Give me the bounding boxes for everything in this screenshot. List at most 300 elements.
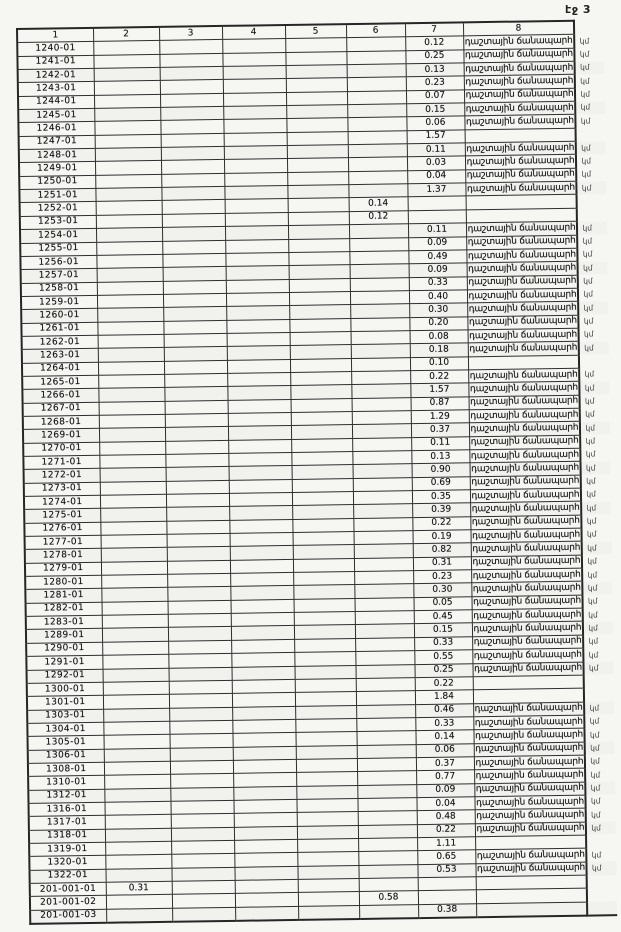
empty-cell <box>95 187 161 201</box>
parcel-code: 1247-01 <box>19 135 95 149</box>
unit-mark: կմ <box>579 62 590 73</box>
land-use-label: դաշտային ճանապարհ <box>472 608 584 623</box>
empty-cell <box>226 279 289 293</box>
empty-cell <box>297 825 358 839</box>
parcel-code: 1305-01 <box>28 735 104 749</box>
unit-mark <box>576 128 606 142</box>
empty-cell <box>97 281 163 295</box>
empty-cell <box>235 893 298 907</box>
land-use-label: դաշտային ճանապարհ <box>465 155 577 170</box>
parcel-area-value: 0.12 <box>349 211 408 225</box>
empty-cell <box>101 534 167 548</box>
parcel-code: 1268-01 <box>23 415 99 429</box>
empty-cell <box>164 387 227 401</box>
empty-cell <box>353 464 412 478</box>
unit-mark: կմ <box>582 249 593 259</box>
land-use-label: դաշտային ճանապարհ <box>475 848 587 863</box>
parcel-area-value: 0.10 <box>410 356 468 370</box>
empty-cell <box>229 519 292 533</box>
parcel-area-value: 0.13 <box>406 63 464 77</box>
empty-cell <box>95 174 161 188</box>
empty-cell <box>99 401 165 415</box>
empty-cell <box>355 664 414 678</box>
empty-cell <box>289 291 350 305</box>
empty-cell <box>228 439 291 453</box>
parcel-code: 1248-01 <box>19 148 95 162</box>
parcel-area-value: 0.65 <box>417 850 475 864</box>
empty-cell <box>354 597 413 611</box>
unit-mark <box>584 675 614 689</box>
empty-cell <box>232 733 295 747</box>
empty-cell <box>103 708 169 722</box>
empty-cell <box>229 506 292 520</box>
empty-cell <box>290 331 351 345</box>
parcel-area-value: 0.33 <box>414 637 472 651</box>
parcel-area-value: 0.15 <box>414 623 472 637</box>
unit-mark: կմ <box>585 423 595 433</box>
empty-cell <box>354 584 413 598</box>
empty-cell <box>347 104 406 118</box>
unit-mark: կմ <box>583 303 594 313</box>
parcel-area-value: 0.09 <box>408 236 466 250</box>
land-use-label: դաշտային ճանապարհ <box>475 822 587 837</box>
empty-cell <box>232 666 295 680</box>
land-use-label: դաշտային ճանապարհ <box>470 488 582 503</box>
empty-cell <box>162 240 225 254</box>
empty-cell <box>231 639 294 653</box>
empty-cell <box>163 307 226 321</box>
empty-cell <box>171 854 234 868</box>
empty-cell <box>234 826 297 840</box>
land-use-label: դաշտային ճանապարհ <box>463 48 575 63</box>
empty-cell <box>225 212 288 226</box>
table-body <box>17 34 617 924</box>
empty-cell <box>99 454 165 468</box>
parcel-code: 1242-01 <box>18 68 94 82</box>
land-use-label: դաշտային ճանապարհ <box>469 421 581 436</box>
empty-cell <box>348 144 407 158</box>
empty-cell <box>295 678 356 692</box>
land-use-label: դաշտային ճանապարհ <box>467 275 579 290</box>
parcel-area-value: 0.30 <box>413 583 471 597</box>
empty-cell <box>165 400 228 414</box>
empty-cell <box>355 637 414 651</box>
unit-mark <box>577 194 607 208</box>
empty-cell <box>229 466 292 480</box>
land-use-label: դաշտային ճանապարհ <box>475 862 587 877</box>
empty-cell <box>160 80 223 94</box>
empty-cell <box>171 814 234 828</box>
empty-cell <box>170 760 233 774</box>
empty-cell <box>408 210 466 224</box>
empty-cell <box>104 788 170 802</box>
empty-cell <box>298 905 359 920</box>
empty-cell <box>289 278 350 292</box>
land-use-label: դաշտային ճանապարհ <box>470 515 582 530</box>
empty-cell <box>295 718 356 732</box>
empty-cell <box>165 413 228 427</box>
land-use-label: դաշտային ճանապարհ <box>467 315 579 330</box>
unit-mark: կմ <box>579 36 590 46</box>
empty-cell <box>298 892 359 906</box>
unit-mark: կմ <box>589 730 600 740</box>
unit-mark: կմ <box>582 223 593 233</box>
empty-cell <box>352 424 411 438</box>
empty-cell <box>97 268 163 282</box>
unit-mark: կմ <box>586 503 597 513</box>
parcel-code: 1283-01 <box>26 615 102 629</box>
parcel-area-value: 0.37 <box>416 757 474 771</box>
empty-cell <box>350 291 409 305</box>
empty-cell <box>347 117 406 131</box>
empty-cell <box>356 678 415 692</box>
parcel-area-value: 0.87 <box>411 396 469 410</box>
empty-cell <box>349 224 408 238</box>
empty-cell <box>295 692 356 706</box>
land-use-label: դաշտային ճանապարհ <box>464 75 576 90</box>
empty-cell <box>163 267 226 281</box>
empty-cell <box>104 735 170 749</box>
empty-cell <box>354 571 413 585</box>
land-use-label: դաշտային ճանապարհ <box>471 542 583 557</box>
empty-cell <box>288 198 349 212</box>
empty-cell <box>227 372 290 386</box>
empty-cell <box>99 414 165 428</box>
unit-mark: կմ <box>580 116 591 126</box>
empty-cell <box>347 90 406 104</box>
parcel-area-value: 0.08 <box>410 330 468 344</box>
empty-cell <box>358 864 417 878</box>
parcel-area-value: 0.82 <box>413 543 471 557</box>
empty-cell <box>94 107 160 121</box>
empty-cell <box>352 411 411 425</box>
parcel-area-value: 1.11 <box>417 837 475 851</box>
empty-cell <box>291 398 352 412</box>
parcel-area-value: 0.39 <box>412 503 470 517</box>
land-use-label: դաշտային ճանապարհ <box>468 328 580 343</box>
empty-cell <box>353 491 412 505</box>
parcel-area-value: 0.05 <box>413 597 471 611</box>
unit-mark: կմ <box>583 316 594 326</box>
unit-mark: կմ <box>587 596 598 606</box>
empty-cell <box>163 293 226 307</box>
land-use-label: դաշտային ճանապարհ <box>472 635 584 650</box>
land-use-label: դաշտային ճանապարհ <box>468 341 580 356</box>
parcel-area-value: 0.20 <box>409 316 467 330</box>
empty-cell <box>162 227 225 241</box>
parcel-area-value: 0.40 <box>409 290 467 304</box>
unit-mark: կմ <box>589 716 600 726</box>
parcel-code: 1254-01 <box>20 228 96 242</box>
empty-cell <box>104 775 170 789</box>
empty-cell <box>164 360 227 374</box>
empty-cell <box>97 321 163 335</box>
land-use-label: դաշտային ճանապարհ <box>467 261 579 276</box>
parcel-code: 1269-01 <box>23 429 99 443</box>
empty-cell <box>172 907 235 922</box>
empty-cell <box>359 878 418 892</box>
empty-cell <box>226 319 289 333</box>
page-number: էջ 3 <box>565 3 591 16</box>
empty-cell <box>169 707 232 721</box>
empty-cell <box>287 171 348 185</box>
land-use-label: դաշտային ճանապարհ <box>464 115 576 130</box>
empty-cell <box>164 347 227 361</box>
empty-cell <box>97 294 163 308</box>
empty-cell <box>98 388 164 402</box>
column-header: 4 <box>222 25 285 40</box>
unit-mark: կմ <box>587 543 597 553</box>
empty-cell <box>161 147 224 161</box>
empty-cell <box>349 251 408 265</box>
parcel-code: 1271-01 <box>23 455 99 469</box>
empty-cell <box>98 334 164 348</box>
unit-mark: կմ <box>580 102 591 113</box>
unit-mark: կմ <box>580 76 590 86</box>
empty-cell <box>224 132 287 146</box>
empty-cell <box>223 119 286 133</box>
empty-cell <box>104 748 170 762</box>
parcel-area-value: 0.23 <box>406 76 464 90</box>
parcel-code: 1322-01 <box>29 869 105 883</box>
parcel-area-value: 1.37 <box>407 183 465 197</box>
parcel-code: 201-001-01 <box>30 882 106 896</box>
land-use-label: դաշտային ճանապարհ <box>469 448 581 463</box>
unit-mark: կմ <box>591 823 601 833</box>
parcel-area-value: 1.57 <box>407 130 465 144</box>
parcel-code: 1262-01 <box>22 335 98 349</box>
parcel-area-value: 0.25 <box>414 663 472 677</box>
empty-cell <box>296 798 357 812</box>
empty-cell <box>356 704 415 718</box>
unit-mark: կմ <box>581 143 591 153</box>
empty-cell <box>287 185 348 199</box>
parcel-code: 1244-01 <box>18 95 94 109</box>
empty-cell <box>296 785 357 799</box>
empty-cell <box>168 654 231 668</box>
empty-cell <box>163 280 226 294</box>
unit-mark: կմ <box>583 276 593 286</box>
unit-mark: կմ <box>589 703 600 713</box>
empty-cell <box>233 746 296 760</box>
land-use-label: դաշտային ճանապարհ <box>464 101 576 116</box>
empty-cell <box>223 66 286 80</box>
empty-cell <box>230 559 293 573</box>
unit-mark: կմ <box>590 743 600 753</box>
parcel-code: 1267-01 <box>23 402 99 416</box>
empty-cell <box>164 333 227 347</box>
column-header: 3 <box>159 26 222 41</box>
parcel-area-value: 0.22 <box>417 823 475 837</box>
empty-cell <box>351 344 410 358</box>
land-use-label: դաշտային ճանապարհ <box>473 702 585 717</box>
empty-cell <box>291 425 352 439</box>
empty-cell <box>285 51 346 65</box>
empty-cell <box>96 201 162 215</box>
empty-cell <box>168 614 231 628</box>
empty-cell <box>235 906 298 921</box>
parcel-area-value: 0.31 <box>413 557 471 571</box>
parcel-area-value: 0.07 <box>406 90 464 104</box>
empty-cell <box>164 373 227 387</box>
empty-cell <box>293 545 354 559</box>
unit-mark: կմ <box>588 650 599 660</box>
land-use-label: դաշտային ճանապարհ <box>472 648 584 663</box>
empty-cell <box>167 560 230 574</box>
empty-cell <box>162 200 225 214</box>
empty-cell <box>100 468 166 482</box>
parcel-code: 1270-01 <box>23 442 99 456</box>
parcel-code: 1273-01 <box>24 482 100 496</box>
empty-cell <box>350 264 409 278</box>
empty-cell <box>357 771 416 785</box>
unit-mark <box>587 888 617 902</box>
empty-cell <box>170 774 233 788</box>
empty-cell <box>96 214 162 228</box>
unit-mark: կմ <box>582 263 593 273</box>
empty-cell <box>98 374 164 388</box>
empty-cell <box>167 547 230 561</box>
unit-mark: կմ <box>583 329 594 339</box>
parcel-code: 1253-01 <box>20 215 96 229</box>
empty-cell <box>99 441 165 455</box>
empty-cell <box>100 521 166 535</box>
land-use-label: դաշտային ճանապարհ <box>465 181 577 196</box>
parcel-area-value: 0.30 <box>409 303 467 317</box>
empty-cell <box>101 561 167 575</box>
parcel-area-value: 0.90 <box>412 463 470 477</box>
empty-cell <box>350 317 409 331</box>
empty-cell <box>102 654 168 668</box>
empty-cell <box>292 478 353 492</box>
empty-cell <box>290 358 351 372</box>
parcel-code: 1278-01 <box>25 549 101 563</box>
empty-cell <box>286 118 347 132</box>
empty-cell <box>160 120 223 134</box>
land-use-label: դաշտային ճանապարհ <box>466 248 578 263</box>
empty-cell <box>93 41 159 55</box>
empty-cell <box>355 651 414 665</box>
empty-cell <box>224 172 287 186</box>
empty-cell <box>163 320 226 334</box>
parcel-code: 1251-01 <box>19 188 95 202</box>
empty-cell <box>106 895 172 909</box>
unit-mark: կմ <box>584 343 594 353</box>
parcel-code: 1281-01 <box>25 589 101 603</box>
unit-mark: կմ <box>590 783 601 793</box>
unit-mark <box>586 835 616 849</box>
empty-cell <box>289 318 350 332</box>
empty-cell <box>104 801 170 815</box>
empty-cell <box>354 531 413 545</box>
unit-mark <box>579 354 609 368</box>
parcel-area-value: 0.58 <box>359 891 418 905</box>
parcel-code: 1245-01 <box>18 108 94 122</box>
unit-mark: կմ <box>586 476 596 486</box>
empty-cell <box>296 745 357 759</box>
empty-cell <box>286 65 347 79</box>
empty-cell <box>103 694 169 708</box>
empty-cell <box>346 37 405 51</box>
parcel-code: 1301-01 <box>27 695 103 709</box>
empty-cell <box>225 226 288 240</box>
empty-cell <box>226 266 289 280</box>
empty-cell <box>103 681 169 695</box>
empty-cell <box>102 614 168 628</box>
land-use-label: դաշտային ճանապարհ <box>470 475 582 490</box>
land-use-label: դաշտային ճանապարհ <box>464 88 576 103</box>
empty-cell <box>286 105 347 119</box>
land-use-label: դաշտային ճանապարհ <box>466 235 578 250</box>
empty-cell <box>105 828 171 842</box>
empty-cell <box>353 504 412 518</box>
parcel-area-value: 0.33 <box>409 276 467 290</box>
empty-cell <box>348 184 407 198</box>
empty-cell <box>172 894 235 908</box>
empty-cell <box>93 54 159 68</box>
unit-mark: կմ <box>587 569 598 580</box>
land-use-label: դաշտային ճանապարհ <box>463 35 575 50</box>
empty-cell <box>171 867 234 881</box>
empty-cell <box>350 304 409 318</box>
land-use-label <box>476 902 588 917</box>
parcel-code: 1240-01 <box>17 42 93 56</box>
empty-cell <box>354 557 413 571</box>
parcel-code: 1282-01 <box>26 602 102 616</box>
empty-cell <box>294 625 355 639</box>
parcel-code: 1316-01 <box>29 802 105 816</box>
empty-cell <box>292 518 353 532</box>
empty-cell <box>286 91 347 105</box>
empty-cell <box>291 412 352 426</box>
unit-mark: կմ <box>585 449 596 460</box>
parcel-code: 1317-01 <box>29 816 105 830</box>
empty-cell <box>99 428 165 442</box>
empty-cell <box>230 546 293 560</box>
unit-mark: կմ <box>580 89 591 99</box>
parcel-code: 1277-01 <box>25 535 101 549</box>
parcel-code: 201-001-02 <box>30 896 106 910</box>
land-use-label: դաշտային ճանապարհ <box>471 555 583 570</box>
empty-cell <box>101 548 167 562</box>
empty-cell <box>98 348 164 362</box>
unit-mark: կմ <box>588 663 599 673</box>
empty-cell <box>96 254 162 268</box>
empty-cell <box>167 573 230 587</box>
land-use-label: դաշտային ճանապարհ <box>471 582 583 597</box>
empty-cell <box>232 679 295 693</box>
empty-cell <box>290 385 351 399</box>
column-header: 5 <box>285 24 346 39</box>
empty-cell <box>171 827 234 841</box>
unit-mark: կմ <box>584 383 595 393</box>
empty-cell <box>169 680 232 694</box>
land-use-label: դաշտային ճանապարհ <box>473 715 585 730</box>
empty-cell <box>356 731 415 745</box>
unit-column-header <box>574 20 604 34</box>
empty-cell <box>289 265 350 279</box>
land-use-label: դաշտային ճանապարհ <box>473 728 585 743</box>
empty-cell <box>232 719 295 733</box>
empty-cell <box>355 611 414 625</box>
parcel-code: 1257-01 <box>21 269 97 283</box>
column-header: 7 <box>405 22 463 37</box>
parcel-area-value: 0.11 <box>411 436 469 450</box>
empty-cell <box>232 693 295 707</box>
empty-cell <box>166 467 229 481</box>
empty-cell <box>358 851 417 865</box>
empty-cell <box>359 904 418 919</box>
